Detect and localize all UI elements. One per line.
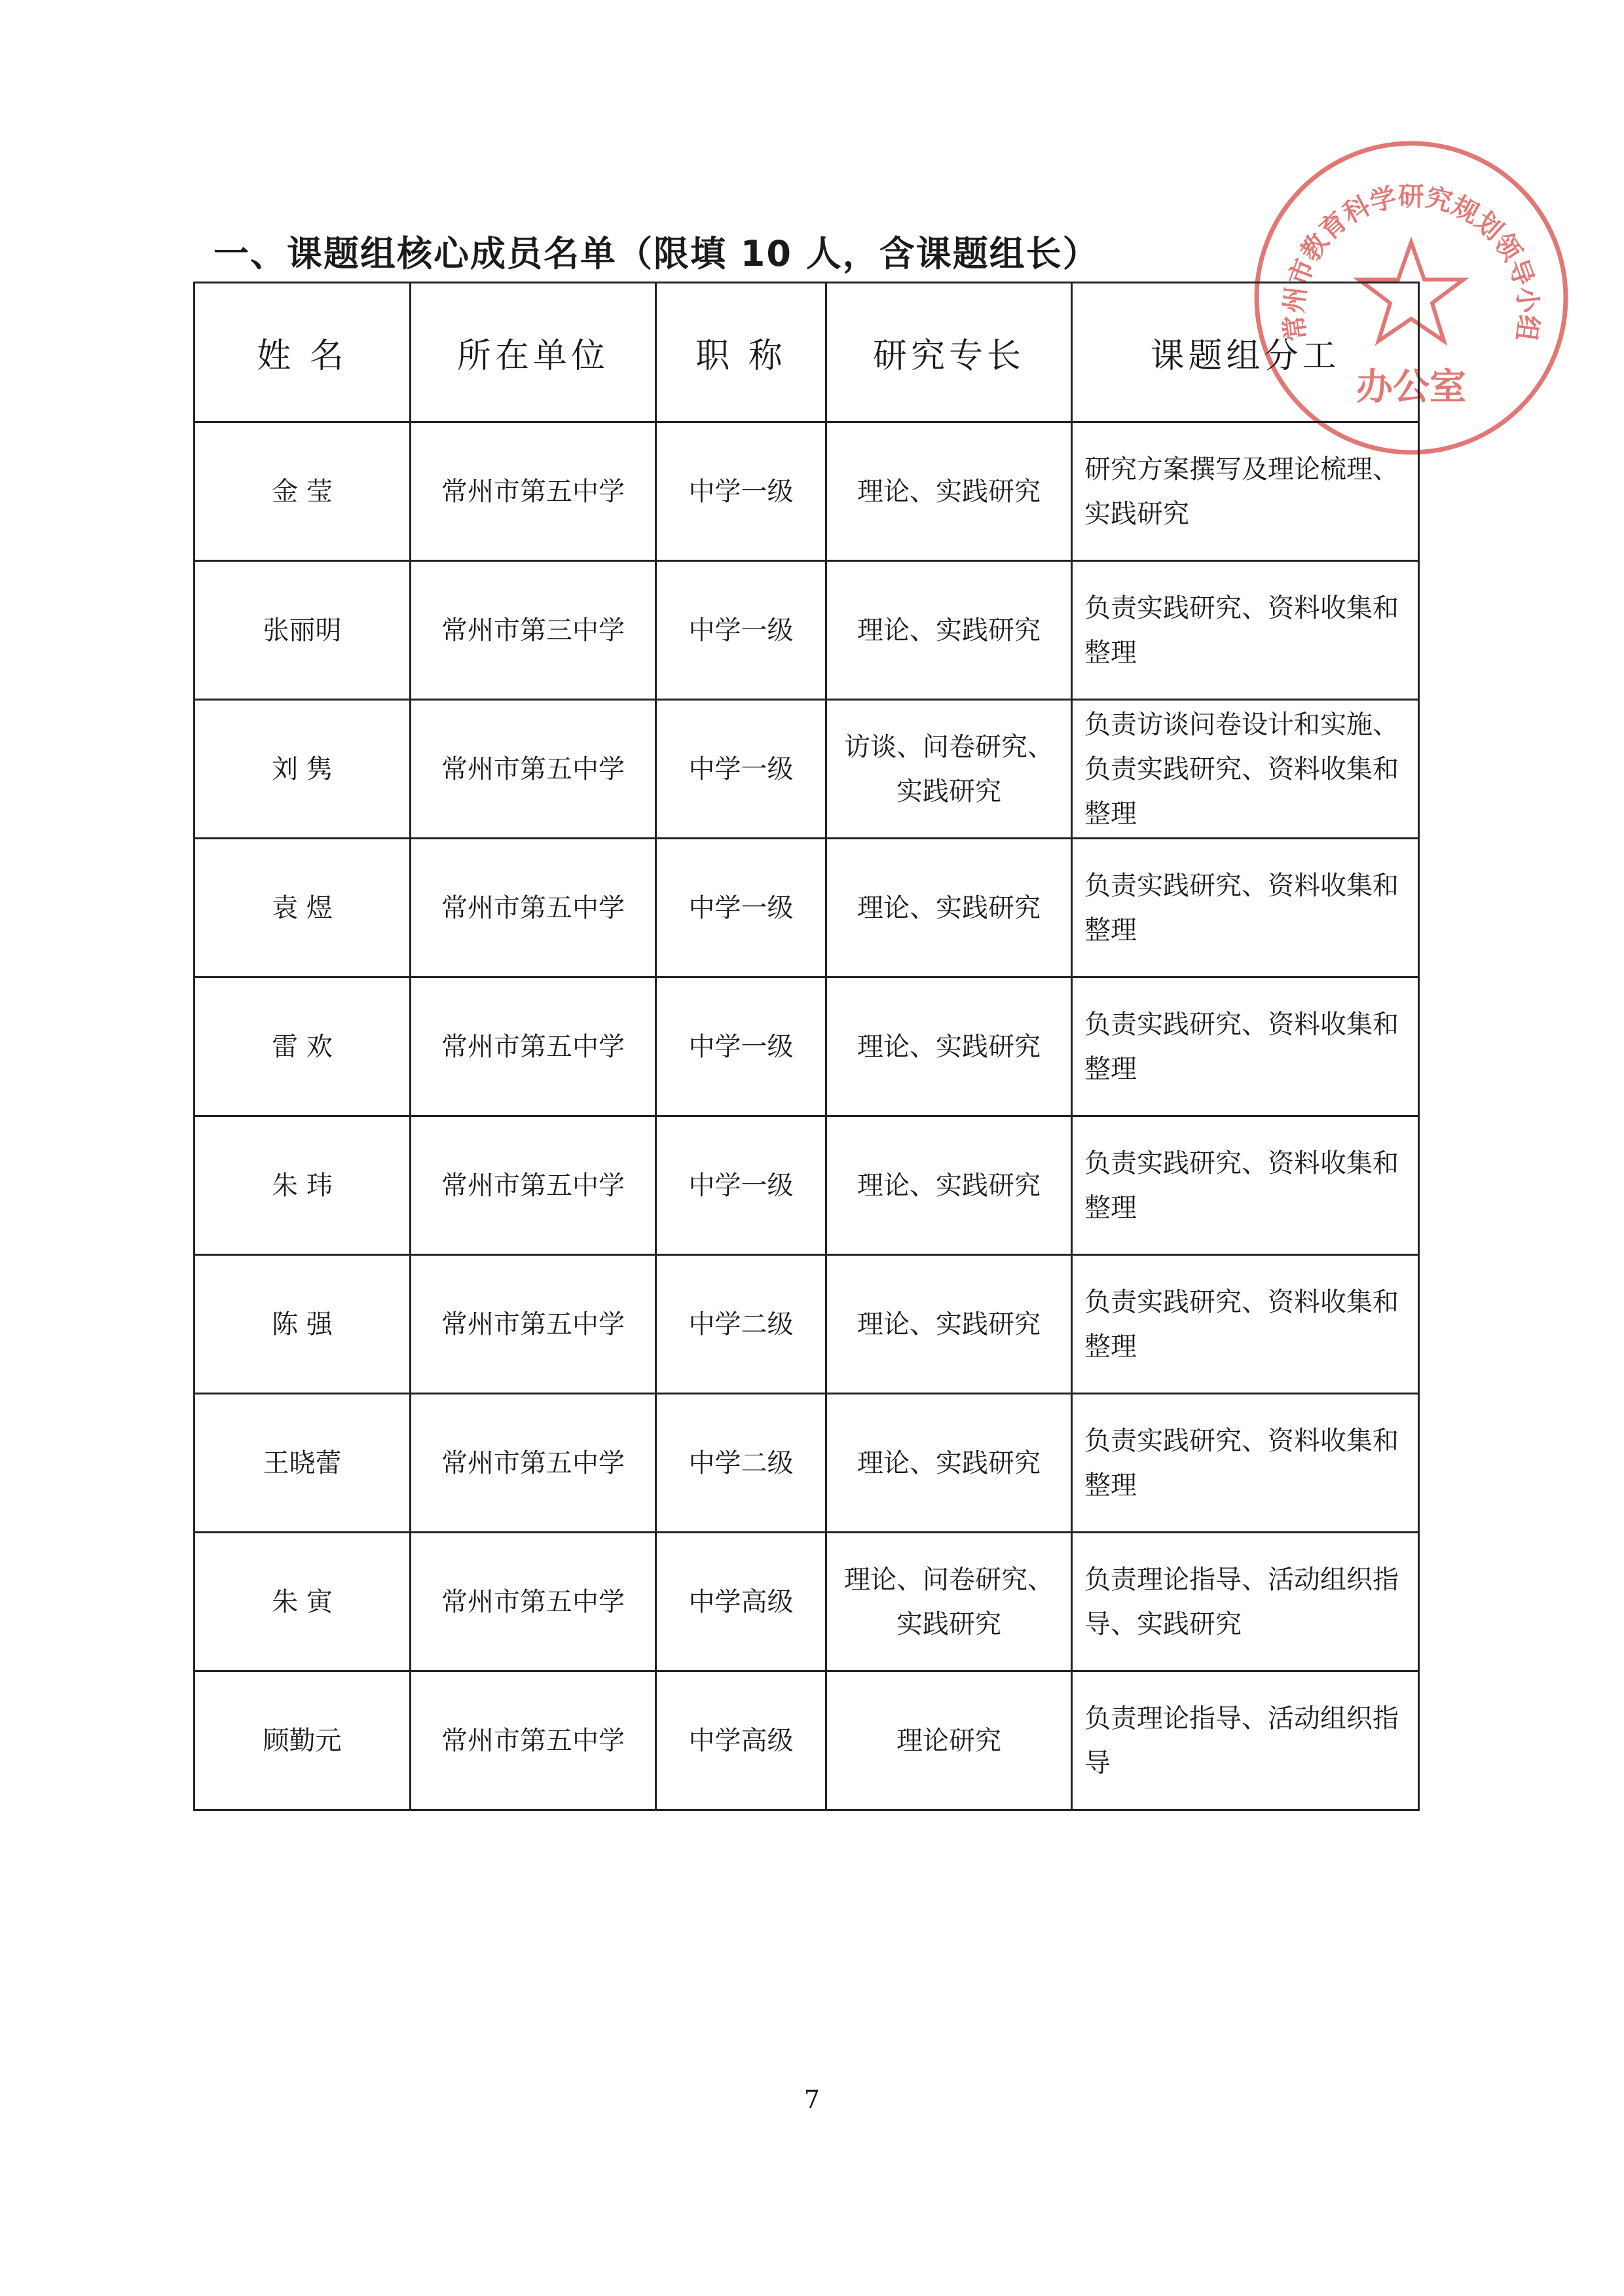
member-unit: 常州市第五中学 <box>411 1394 656 1533</box>
page-title: 一、课题组核心成员名单（限填 10 人，含课题组长） <box>213 233 1099 274</box>
member-name: 顾勤元 <box>194 1671 411 1810</box>
header-duty: 课题组分工 <box>1072 283 1419 422</box>
member-duty: 负责实践研究、资料收集和整理 <box>1072 1116 1419 1255</box>
table-row <box>194 1116 1419 1255</box>
member-unit: 常州市第五中学 <box>411 1533 656 1671</box>
header-title: 职 称 <box>656 283 826 422</box>
table-row <box>194 561 1419 700</box>
svg-text:办公室: 办公室 <box>1356 365 1466 409</box>
member-name: 张丽明 <box>194 561 411 700</box>
member-unit: 常州市第五中学 <box>411 839 656 977</box>
member-title: 中学一级 <box>656 561 826 700</box>
member-title: 中学一级 <box>656 700 826 839</box>
member-specialty: 理论、实践研究 <box>826 977 1072 1116</box>
member-duty: 负责理论指导、活动组织指导 <box>1072 1671 1419 1810</box>
member-specialty: 理论、实践研究 <box>826 1116 1072 1255</box>
member-name: 朱 寅 <box>194 1533 411 1671</box>
member-specialty: 理论、实践研究 <box>826 561 1072 700</box>
member-specialty: 访谈、问卷研究、实践研究 <box>826 700 1072 839</box>
member-title: 中学二级 <box>656 1255 826 1394</box>
member-duty: 负责实践研究、资料收集和整理 <box>1072 839 1419 977</box>
table-row <box>194 839 1419 977</box>
member-name: 雷 欢 <box>194 977 411 1116</box>
svg-text:常州市教育科学研究规划领导小组: 常州市教育科学研究规划领导小组 <box>1278 181 1544 343</box>
table-row <box>194 977 1419 1116</box>
member-unit: 常州市第五中学 <box>411 700 656 839</box>
member-title: 中学一级 <box>656 977 826 1116</box>
member-title: 中学高级 <box>656 1671 826 1810</box>
member-name: 朱 玮 <box>194 1116 411 1255</box>
member-duty: 负责实践研究、资料收集和整理 <box>1072 977 1419 1116</box>
member-title: 中学二级 <box>656 1394 826 1533</box>
header-unit: 所在单位 <box>411 283 656 422</box>
member-title: 中学高级 <box>656 1533 826 1671</box>
member-duty: 研究方案撰写及理论梳理、实践研究 <box>1072 422 1419 561</box>
member-duty: 负责访谈问卷设计和实施、负责实践研究、资料收集和整理 <box>1072 700 1419 839</box>
member-name: 袁 煜 <box>194 839 411 977</box>
member-unit: 常州市第五中学 <box>411 1116 656 1255</box>
table-row <box>194 422 1419 561</box>
table-row <box>194 1533 1419 1671</box>
member-name: 刘 隽 <box>194 700 411 839</box>
member-unit: 常州市第三中学 <box>411 561 656 700</box>
table-row <box>194 1671 1419 1810</box>
header-name: 姓 名 <box>194 283 411 422</box>
member-specialty: 理论、实践研究 <box>826 839 1072 977</box>
page-number: 7 <box>803 2085 821 2114</box>
header-specialty: 研究专长 <box>826 283 1072 422</box>
members-table <box>193 282 1420 1811</box>
member-duty: 负责实践研究、资料收集和整理 <box>1072 1255 1419 1394</box>
member-unit: 常州市第五中学 <box>411 1255 656 1394</box>
table-header-row <box>194 283 1419 422</box>
table-row <box>194 1394 1419 1533</box>
member-specialty: 理论、实践研究 <box>826 422 1072 561</box>
member-title: 中学一级 <box>656 422 826 561</box>
member-specialty: 理论研究 <box>826 1671 1072 1810</box>
member-unit: 常州市第五中学 <box>411 422 656 561</box>
member-name: 陈 强 <box>194 1255 411 1394</box>
member-specialty: 理论、问卷研究、实践研究 <box>826 1533 1072 1671</box>
member-duty: 负责实践研究、资料收集和整理 <box>1072 561 1419 700</box>
member-duty: 负责理论指导、活动组织指导、实践研究 <box>1072 1533 1419 1671</box>
member-unit: 常州市第五中学 <box>411 977 656 1116</box>
member-name: 金 莹 <box>194 422 411 561</box>
table-row <box>194 1255 1419 1394</box>
member-specialty: 理论、实践研究 <box>826 1255 1072 1394</box>
member-name: 王晓蕾 <box>194 1394 411 1533</box>
member-title: 中学一级 <box>656 1116 826 1255</box>
table-row <box>194 700 1419 839</box>
member-title: 中学一级 <box>656 839 826 977</box>
member-specialty: 理论、实践研究 <box>826 1394 1072 1533</box>
member-duty: 负责实践研究、资料收集和整理 <box>1072 1394 1419 1533</box>
member-unit: 常州市第五中学 <box>411 1671 656 1810</box>
